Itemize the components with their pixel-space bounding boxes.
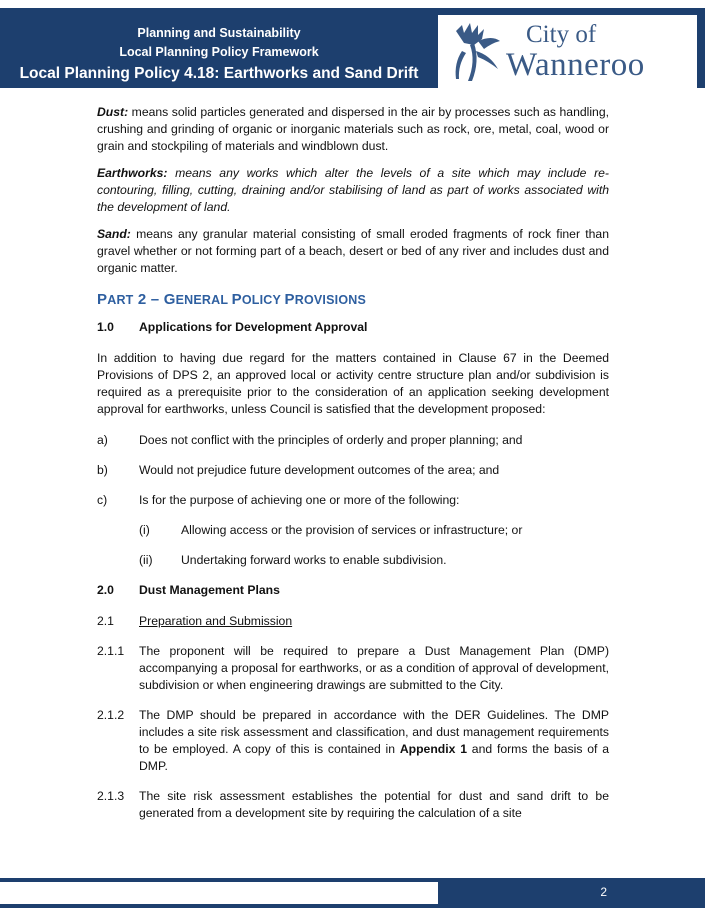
page-number: 2 [600,885,607,899]
section-heading [97,582,609,599]
logo-city-text: City of [526,21,597,48]
definition-dust [97,104,609,155]
header-framework: Local Planning Policy Framework [119,45,319,59]
definition-sand [97,226,609,277]
definition-earthworks [97,165,609,216]
page-footer [0,878,705,908]
list-item: a) Does not conflict with the principles of orderly and proper planning; and [97,433,523,447]
page-header [0,8,705,88]
list-item: c) Is for the purpose of achieving one or more of the following: [97,493,460,507]
banksia-logo-icon [448,21,508,83]
section-title: Dust Management Plans [139,583,280,597]
definition-term: Earthworks: [97,166,168,180]
definition-term: Dust: [97,105,129,119]
clause-item: 2.1.1 The proponent will be required to prepare a Dust Management Plan (DMP) accompanying a proposal for earthworks, or as a condition of approval of development, subdivision or when engineering drawings are submitted to the City. [97,644,609,692]
section-number: 2.0 [97,583,114,597]
header-titles [0,24,438,85]
definition-text: means solid particles generated and dispersed in the air by processes such as handling, crushing and grinding of organic or inorganic materials such as rock, ore, metal, coal, wood or grain and stockpiling of materials and windblown dust. [97,105,609,153]
part-heading: PART 2 – GENERAL POLICY PROVISIONS [97,291,367,308]
section-heading [97,319,609,336]
clause-item: 2.1.3 The site risk assessment establishes the potential for dust and sand drift to be generated from a development site by requiring the calculation of a site [97,789,609,820]
logo-wanneroo-text: Wanneroo [506,47,645,83]
section-number: 1.0 [97,320,114,334]
clause-item: 2.1.2 The DMP should be prepared in accordance with the DER Guidelines. The DMP includes a site risk assessment and classification, and dust management requirements to be employed. A copy of this is contained in Appendix 1 and forms the basis of a DMP. [97,708,609,773]
sub-list-item: (ii) Undertaking forward works to enable subdivision. [139,553,447,567]
definition-text: means any granular material consisting of small eroded fragments of rock finer than gravel whether or not forming part of a beach, desert or bed of any river and includes dust and organic matter. [97,227,609,275]
sub-list-item: (i) Allowing access or the provision of services or infrastructure; or [139,523,523,537]
section-intro: In addition to having due regard for the matters contained in Clause 67 in the Deemed Provisions of DPS 2, an approved local or activity centre structure plan and/or subdivision is required as a prerequisite prior to the consideration of an application seeking development approval for earthworks, unless Council is satisfied that the development proposed: [97,351,609,416]
section-title: Applications for Development Approval [139,320,368,334]
page-content [97,104,609,835]
list-item: b) Would not prejudice future development outcomes of the area; and [97,463,500,477]
definition-text: means any works which alter the levels of a site which may include re-contouring, filling, cutting, draining and/or stabilising of land as part of works associated with the development of land. [97,166,609,214]
definition-term: Sand: [97,227,131,241]
header-policy-title: Local Planning Policy 4.18: Earthworks and Sand Drift [19,65,419,82]
header-department: Planning and Sustainability [137,26,301,40]
subsection-heading: 2.1 Preparation and Submission [97,614,293,628]
city-logo [438,15,697,88]
